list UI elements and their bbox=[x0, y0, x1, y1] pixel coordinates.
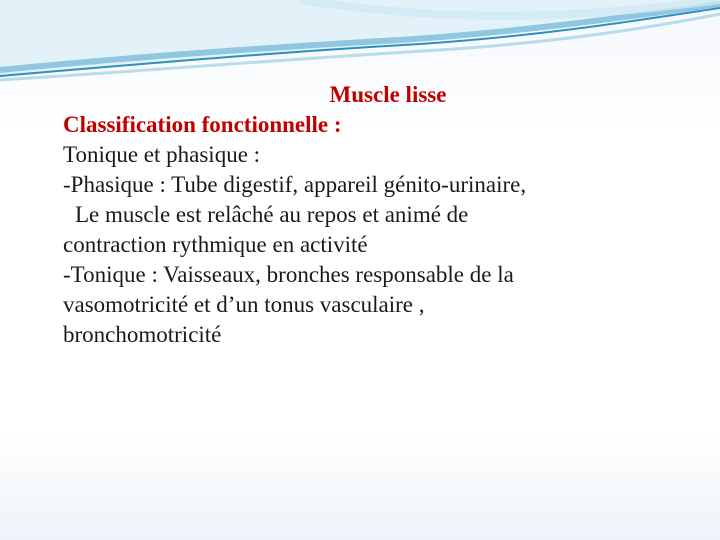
body-line: bronchomotricité bbox=[63, 322, 222, 347]
wave-header-decoration bbox=[0, 0, 720, 90]
slide-subtitle: Classification fonctionnelle : bbox=[63, 112, 342, 137]
body-line: contraction rythmique en activité bbox=[63, 232, 368, 257]
body-line: vasomotricité et d’un tonus vasculaire , bbox=[63, 292, 425, 317]
body-line: -Tonique : Vaisseaux, bronches responsable de la bbox=[63, 262, 514, 287]
body-line: Tonique et phasique : bbox=[63, 142, 261, 167]
body-line: -Phasique : Tube digestif, appareil génito-urinaire, bbox=[63, 172, 527, 197]
slide-title: Muscle lisse bbox=[329, 82, 447, 107]
body-line: Le muscle est relâché au repos et animé de bbox=[75, 202, 469, 227]
slide-content bbox=[63, 80, 703, 350]
